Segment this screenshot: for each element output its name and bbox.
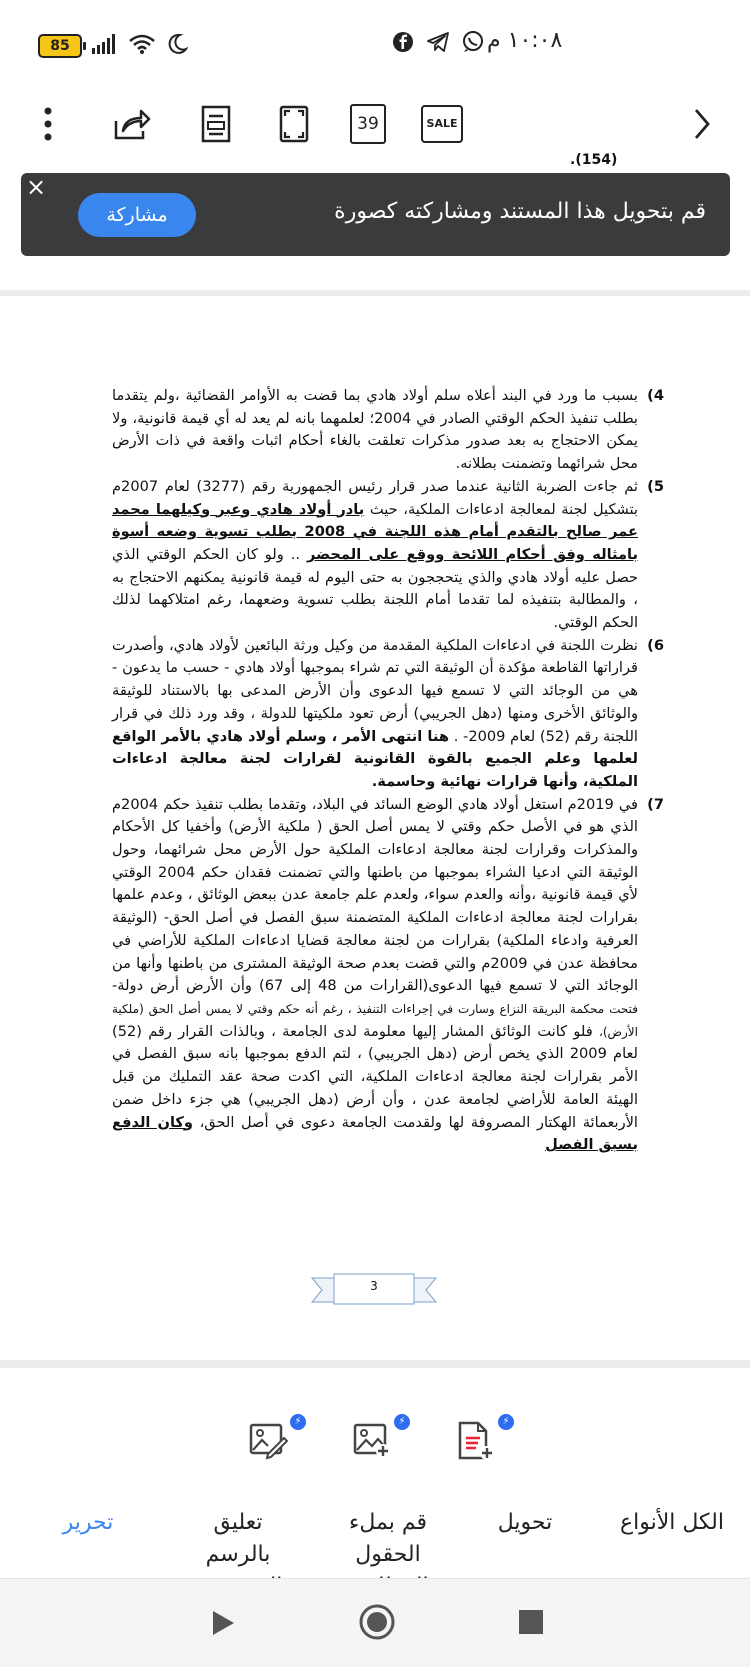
status-left — [38, 33, 188, 59]
tab-all-types[interactable]: الكل الأنواع — [619, 1510, 724, 1535]
paragraph-text — [112, 635, 638, 794]
top-toolbar — [0, 88, 750, 160]
annotate-drawing-tool[interactable] — [248, 1416, 302, 1472]
paragraph-7 — [112, 794, 664, 1157]
tab-annotate[interactable]: تعليق بالرسم — [205, 1510, 271, 1567]
paragraph-text: بسبب ما ورد في البند أعلاه سلم أولاد هادي بما قضت به الأوامر القضائية ،ولم يتقدما بطلب تنفيذ الحكم الوقتي الصادر في 2004؛ لعلمهما بانه لم يعد له أي قيمة قانونية، ولا يمكن الاحتجاج به بعد صدور مذكرات تعلقت بالغاء أحكام اثبات واقعة في ذات الأرض محل شرائهما وتضمنت بطلانه. — [112, 387, 638, 473]
facebook-icon — [392, 31, 414, 57]
tab-fill-fields[interactable]: قم بملء الحقول — [349, 1510, 427, 1567]
paragraph-text-part: ثم جاءت الضربة الثانية عندما صدر قرار رئيس الجمهورية رقم (3277) لعام 2007م بتشكيل لجنة لمعالجة ادعاءات الملكية، حيث — [112, 477, 638, 518]
whatsapp-icon — [462, 31, 484, 57]
draw-image-icon — [248, 1420, 288, 1460]
forward-chevron-icon[interactable] — [680, 102, 724, 146]
share-button[interactable]: مشاركة — [78, 193, 196, 237]
paragraph-number: 6) — [647, 636, 664, 654]
share-icon[interactable] — [110, 102, 154, 146]
paragraph-6 — [112, 635, 664, 794]
add-image-icon — [352, 1420, 392, 1460]
paragraph-text-part: فلو كانت الوثائق المشار إليها معلومة لدى الجامعة ، وبالذات القرار رقم (52) لعام 2009 الذي يخص أرض (دهل الجريبي) ، لتم الدفع بموجبها بانه سبق الفصل في الأمر بقرارات لجنة معالجة ادعاءات الملكية، التي اكدت صحة عقد التمليك من قبل الهيئة العامة للأراضي لجامعة عدن ، وأن أرض (دهل الجريبي) هي جزء داخل ضمن الأربعمائة الهكتار المصروفة لها ولقدمت الجامعة دعوى في أصل الحق، — [112, 1022, 639, 1131]
status-app-icons — [392, 31, 484, 57]
premium-badge-icon: ⚡ — [394, 1414, 410, 1430]
paragraph-number: 7) — [647, 795, 664, 813]
page-number-ribbon — [310, 1272, 438, 1308]
paragraph-number: 4) — [647, 387, 664, 404]
tab-convert[interactable]: تحويل — [497, 1510, 553, 1535]
signal-icon — [92, 34, 118, 58]
paragraph-text-part: نظرت اللجنة في ادعاءات الملكية المقدمة من وكيل ورثة البائعين لأولاد هادي، وأصدرت قراراتها القاطعة مؤكدة أن الوثيقة التي تم شراء بموجبها أولاد هادي - حسب ما يدعون - هي من الوجائد التي لا تسمع فيها الدعوى وأن الأرض المدعى بها بالاستناد للوثيقة والوثائق الأخرى ومنها (دهل الجريبي) أرض تعود ملكيتها للدولة ، وقد ورد ذلك في قرار اللجنة رقم (52) لعام 2009- . — [112, 636, 638, 745]
status-bar — [0, 0, 750, 88]
panel-divider — [0, 1360, 750, 1368]
fullscreen-icon[interactable] — [272, 102, 316, 146]
convert-banner — [21, 173, 730, 256]
previous-page-ref: (154). — [570, 152, 618, 168]
stop-icon[interactable] — [518, 1609, 544, 1639]
sale-button[interactable] — [420, 102, 464, 146]
convert-tool[interactable] — [456, 1416, 510, 1472]
convert-pdf-icon — [456, 1420, 496, 1462]
page-count-button[interactable] — [346, 102, 390, 146]
page-number: 3 — [370, 1279, 378, 1293]
page-count-label: 39 — [350, 104, 386, 144]
tab-edit[interactable]: تحرير — [62, 1510, 114, 1535]
document-body — [112, 385, 664, 1157]
underlined-text: وكان الدفع بسبق الفصل — [112, 1113, 638, 1154]
telegram-icon — [426, 31, 450, 57]
underlined-text: بادر أولاد هادي وعبر وكيلهما محمد عمر صالح بالتقدم أمام هذه اللجنة في 2008 بطلب تسوية وضعه أسوة بامثاله وفق أحكام اللائحة ووقع على المحضر — [112, 500, 638, 563]
paragraph-5 — [112, 476, 664, 635]
banner-message: قم بتحويل هذا المستند ومشاركته كصورة — [334, 199, 706, 224]
more-menu-icon[interactable] — [26, 102, 70, 146]
home-icon[interactable] — [358, 1603, 396, 1645]
paragraph-number: 5) — [647, 477, 664, 495]
paragraph-text — [112, 476, 638, 635]
document-view-icon[interactable] — [194, 102, 238, 146]
system-nav-bar — [0, 1578, 750, 1667]
paragraph-text-part: في 2019م استغل أولاد هادي الوضع السائد في البلاد، وتقدما بطلب تنفيذ حكم 2004م الذي هو في الأصل حكم وقتي لا يمس أصل الحق ( ملكية الأرض) وأخفيا كل الأحكام والمذكرات وقرارات لجنة معالجة ادعاءات الملكية حول الأرض محل شرائهما، وحول الوثيقة التي ادعيا الشراء بموجبها من باطنها والتي تضمنت فقدان حكم 2004 الوقتي لأي قيمة قانونية ،وأنه والعدم سواء، ولعدم علم جامعة عدن ببعض الوثائق ، وعدم علمها بقرارات لجنة معالجة ادعاءات الملكية المتضمنة سبق الفصل في أصل الحق- (الوثيقة العرفية وادعاء الملكية) بقرارات من لجنة معالجة قضايا ادعاءات الملكية للأراضي في محافظة عدن في 2009م والتي قضت بعدم صحة الوثيقة المشترى من باطنها وأنها من الوجائد التي لا تسمع فيها الدعوى(القرارات من 48 إلى 67) وأن الأرض أرض دولة- — [112, 795, 639, 995]
premium-badge-icon: ⚡ — [498, 1414, 514, 1430]
play-icon[interactable] — [210, 1609, 236, 1641]
paragraph-4 — [112, 385, 664, 476]
wifi-icon — [128, 33, 156, 59]
premium-badge-icon: ⚡ — [290, 1414, 306, 1430]
sale-label: SALE — [421, 105, 463, 143]
bold-text: هنا انتهى الأمر ، وسلم أولاد هادي بالأمر الواقع لعلمها وعلم الجميع بالقوة القانونية لقرارات لجنة معالجة ادعاءات الملكية، وأنها قرارات نهائية وحاسمة. — [112, 727, 638, 790]
close-icon[interactable]: × — [25, 173, 47, 201]
small-text: فتحت محكمة البريقة النزاع وسارت في إجراءات التنفيذ ، رغم أنه حكم وقتي لا يمس أصل الحق (ملكية الأرض)، — [112, 1001, 638, 1039]
clock: ١٠:٠٨ م — [487, 28, 563, 53]
moon-icon — [166, 33, 188, 59]
fill-fields-tool[interactable] — [352, 1416, 406, 1472]
battery-indicator: 85 — [38, 34, 82, 58]
paragraph-text-part: .. ولو كان الحكم الوقتي الذي حصل عليه أولاد هادي والذي يتحججون به حتى اليوم له قيمة قانونية يمكنهم الاحتجاج به ، والمطالبة بتنفيذه لما تقدما أمام اللجنة بطلب تسوية وضعهما، رغم امتلاكهما لذلك الحكم الوقتي. — [112, 545, 638, 632]
paragraph-text — [112, 794, 638, 1157]
